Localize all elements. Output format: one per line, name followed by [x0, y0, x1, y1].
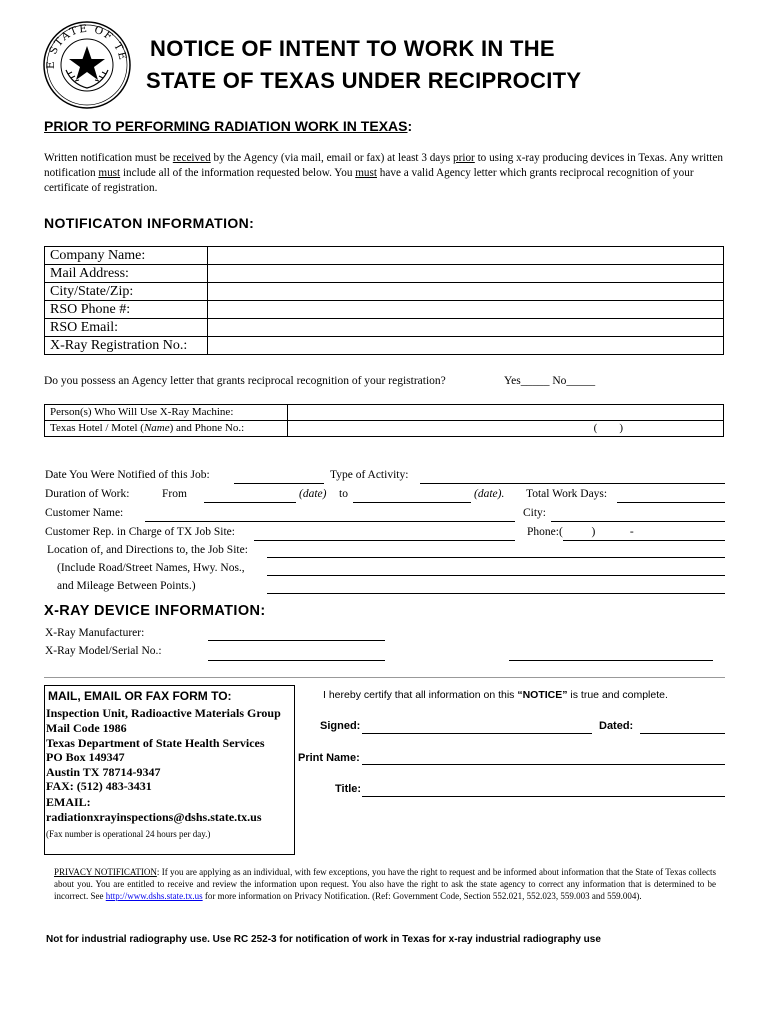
- page-title-line2: STATE OF TEXAS UNDER RECIPROCITY: [146, 68, 582, 93]
- table-row: [45, 301, 724, 319]
- include-label: (Include Road/Street Names, Hwy. Nos.,: [57, 562, 245, 574]
- hotel-label-b: ) and Phone No.:: [169, 422, 245, 434]
- intro-text-3: to using x-ray producing devices in Texas. Any written notification: [44, 152, 723, 179]
- privacy-link[interactable]: http://www.dshs.state.tx.us: [105, 891, 203, 901]
- footer-note: Not for industrial radiography use. Use RC 252-3 for notification of work in Texas for x-ray industrial radiography use: [46, 934, 601, 945]
- company-name-label: Company Name:: [45, 247, 208, 265]
- intro-text-1: Written notification must be: [44, 152, 173, 164]
- xray-model-field[interactable]: [208, 660, 385, 661]
- privacy-text-2: for more information on Privacy Notification. (Ref: Government Code, Section 552.021, 552.023, 559.003 and 559.004).: [202, 891, 642, 901]
- location-field-1[interactable]: [267, 557, 725, 558]
- mail-line-dept: Texas Department of State Health Services: [46, 736, 265, 750]
- table-row: [45, 247, 724, 265]
- city-field[interactable]: [551, 521, 725, 522]
- to-date-field[interactable]: [353, 502, 471, 503]
- customer-name-label: Customer Name:: [45, 507, 124, 519]
- person-info-table: [44, 404, 724, 437]
- from-label: From: [162, 488, 187, 500]
- prior-heading-colon: :: [407, 118, 413, 134]
- print-name-label: Print Name:: [298, 752, 360, 764]
- prior-heading: [44, 118, 412, 134]
- table-row: [45, 283, 724, 301]
- xray-registration-label: X-Ray Registration No.:: [45, 337, 208, 355]
- hotel-label: [45, 421, 288, 437]
- mail-line-fax: FAX: (512) 483-3431: [46, 779, 152, 793]
- page-title-line1: NOTICE OF INTENT TO WORK IN THE: [150, 36, 555, 61]
- mail-heading: MAIL, EMAIL OR FAX FORM TO:: [48, 689, 232, 703]
- rso-email-label: RSO Email:: [45, 319, 208, 337]
- type-activity-field[interactable]: [420, 483, 725, 484]
- intro-text-2: by the Agency (via mail, email or fax) at least 3 days: [210, 152, 454, 164]
- intro-text-4: include all of the information requested below. You: [120, 167, 356, 179]
- mail-line-unit: Inspection Unit, Radioactive Materials Group: [46, 706, 281, 720]
- certify-notice: “NOTICE”: [517, 689, 568, 701]
- signed-label: Signed:: [320, 720, 361, 732]
- city-state-zip-label: City/State/Zip:: [45, 283, 208, 301]
- certify-statement: [323, 689, 668, 701]
- phone-field[interactable]: [563, 540, 725, 541]
- intro-must-2: must: [355, 167, 377, 179]
- intro-paragraph: [44, 151, 724, 196]
- intro-text-5: have a valid Agency letter which grants reciprocal recognition of your certificate of registration.: [44, 167, 694, 194]
- city-state-zip-field[interactable]: [208, 283, 724, 301]
- mail-line-email[interactable]: radiationxrayinspections@dshs.state.tx.us: [46, 810, 262, 824]
- phone-label: Phone:( ) -: [527, 526, 634, 538]
- xray-registration-field[interactable]: [208, 337, 724, 355]
- privacy-notification: [54, 866, 716, 902]
- xray-manufacturer-field[interactable]: [208, 640, 385, 641]
- section-divider: [44, 677, 725, 678]
- persons-field[interactable]: [288, 405, 724, 421]
- duration-label: Duration of Work:: [45, 488, 130, 500]
- to-label: to: [339, 488, 348, 500]
- location-field-2[interactable]: [267, 575, 725, 576]
- seal-text: E STATE OF TE: [44, 22, 129, 70]
- date-paren-a: (date): [299, 488, 327, 500]
- intro-prior: prior: [453, 152, 475, 164]
- hotel-label-name: Name: [143, 422, 170, 434]
- date-paren-b: (date).: [474, 488, 505, 500]
- certify-a: I hereby certify that all information on this: [323, 689, 518, 701]
- mail-line-email-label: EMAIL:: [46, 795, 91, 809]
- table-row: [45, 265, 724, 283]
- fax-note: (Fax number is operational 24 hours per day.): [46, 829, 211, 839]
- mail-line-code: Mail Code 1986: [46, 721, 127, 735]
- rso-email-field[interactable]: [208, 319, 724, 337]
- intro-must-1: must: [98, 167, 121, 179]
- notification-heading: NOTIFICATON INFORMATION:: [44, 215, 255, 231]
- mail-address-label: Mail Address:: [45, 265, 208, 283]
- title-label: Title:: [335, 783, 362, 795]
- privacy-label: PRIVACY NOTIFICATION: [54, 867, 157, 877]
- table-row: [45, 337, 724, 355]
- mail-line-city: Austin TX 78714-9347: [46, 765, 161, 779]
- agency-letter-question: Do you possess an Agency letter that grants reciprocal recognition of your registration?: [44, 375, 446, 387]
- certify-b: is true and complete.: [567, 689, 668, 701]
- location-label: Location of, and Directions to, the Job Site:: [47, 544, 248, 556]
- dated-field[interactable]: [640, 733, 725, 734]
- agency-letter-yes-no[interactable]: Yes_____ No_____: [504, 375, 596, 387]
- date-notified-label: Date You Were Notified of this Job:: [45, 469, 210, 481]
- dated-label: Dated:: [599, 720, 634, 732]
- mail-address-field[interactable]: [208, 265, 724, 283]
- total-days-field[interactable]: [617, 502, 725, 503]
- date-notified-field[interactable]: [234, 483, 324, 484]
- intro-received: received: [172, 152, 211, 164]
- texas-state-seal-icon: [42, 20, 132, 110]
- print-name-field[interactable]: [362, 764, 725, 765]
- company-name-field[interactable]: [208, 247, 724, 265]
- signed-field[interactable]: [362, 733, 592, 734]
- total-days-label: Total Work Days:: [526, 488, 608, 500]
- city-label: City:: [523, 507, 547, 519]
- company-info-table: [44, 246, 724, 355]
- title-field[interactable]: [362, 796, 725, 797]
- hotel-label-a: Texas Hotel / Motel (: [50, 422, 144, 434]
- customer-rep-field[interactable]: [254, 540, 515, 541]
- location-field-3[interactable]: [267, 593, 725, 594]
- mail-line-pobox: PO Box 149347: [46, 750, 125, 764]
- table-row: [45, 405, 724, 421]
- prior-heading-text: PRIOR TO PERFORMING RADIATION WORK IN TEXAS: [44, 118, 408, 134]
- hotel-phone-parens: ( ): [593, 422, 623, 434]
- persons-label: Person(s) Who Will Use X-Ray Machine:: [45, 405, 288, 421]
- type-activity-label: Type of Activity:: [330, 469, 409, 481]
- rso-phone-field[interactable]: [208, 301, 724, 319]
- rso-phone-label: RSO Phone #:: [45, 301, 208, 319]
- table-row: [45, 421, 724, 437]
- customer-rep-label: Customer Rep. in Charge of TX Job Site:: [45, 526, 235, 538]
- xray-device-heading: X-RAY DEVICE INFORMATION:: [44, 603, 266, 619]
- xray-manufacturer-label: X-Ray Manufacturer:: [45, 627, 145, 639]
- from-date-field[interactable]: [204, 502, 296, 503]
- mileage-label: and Mileage Between Points.): [57, 580, 196, 592]
- privacy-text-1: : If you are applying as an individual, with few exceptions, you have the right to request and be informed about information that the State of Texas collects about you. You are entitled to receive and review the information upon request. You also have the right to ask the state agency to correct any information that is determined to be incorrect. See: [54, 867, 716, 901]
- hotel-field[interactable]: [288, 421, 724, 437]
- xray-model-field-2[interactable]: [509, 660, 713, 661]
- xray-model-label: X-Ray Model/Serial No.:: [45, 645, 162, 657]
- customer-name-field[interactable]: [145, 521, 515, 522]
- table-row: [45, 319, 724, 337]
